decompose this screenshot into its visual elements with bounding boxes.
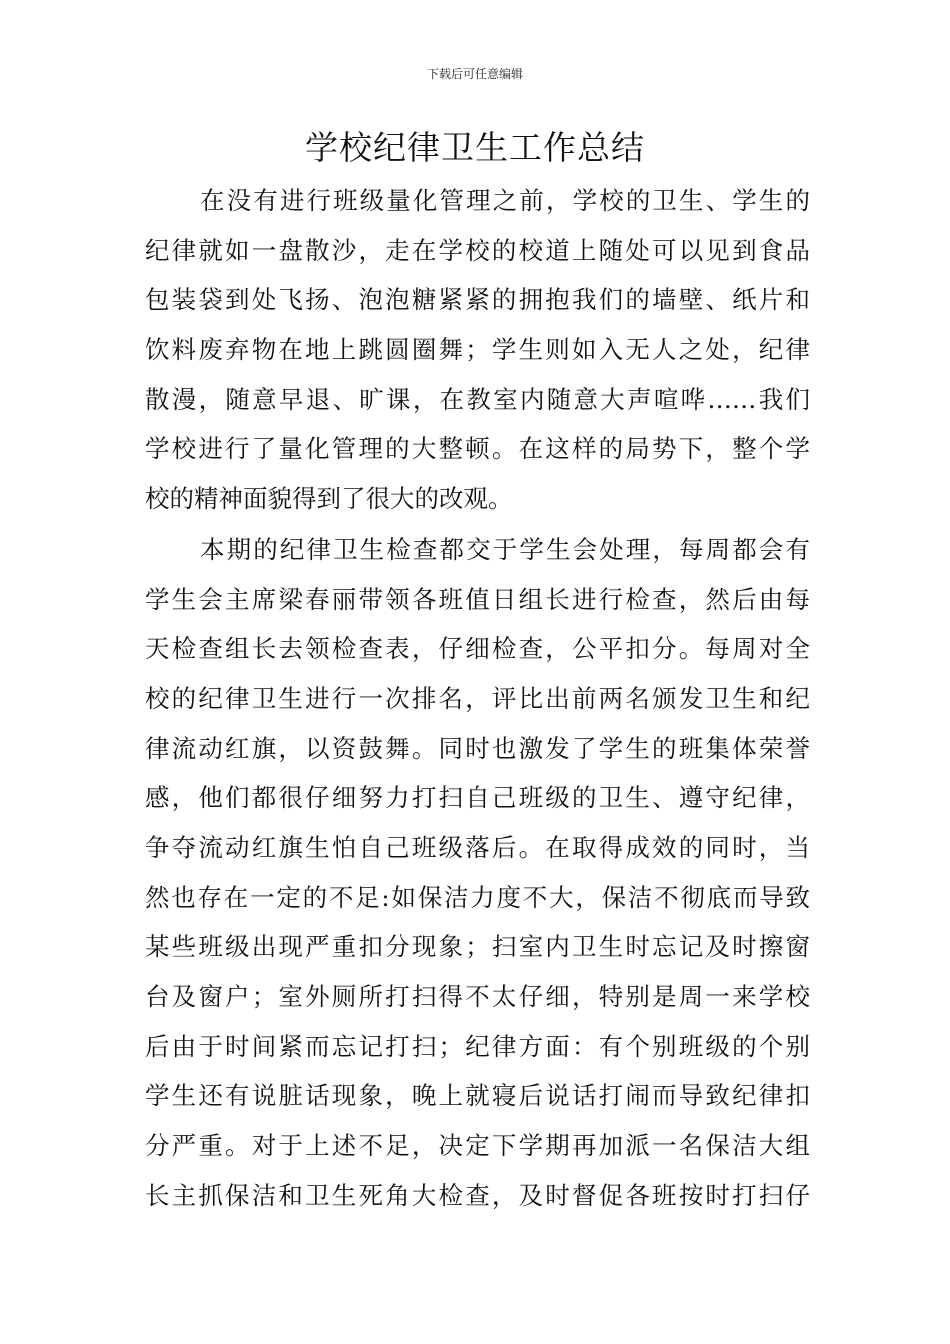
paragraph-line: 天检查组长去领检查表，仔细检查，公平扣分。每周对全 — [145, 634, 810, 664]
paragraph-line: 包装袋到处飞扬、泡泡糖紧紧的拥抱我们的墙壁、纸片和 — [145, 285, 810, 315]
paragraph-line: 分严重。对于上述不足，决定下学期再加派一名保洁大组 — [145, 1131, 810, 1161]
document-body — [145, 176, 810, 1220]
paragraph-line: 校的纪律卫生进行一次排名，评比出前两名颁发卫生和纪 — [145, 683, 810, 713]
paragraph-line: 然也存在一定的不足:如保洁力度不大，保洁不彻底而导致 — [145, 882, 810, 912]
paragraph-line: 纪律就如一盘散沙，走在学校的校道上随处可以见到食品 — [145, 235, 810, 265]
paragraph-line: 在没有进行班级量化管理之前，学校的卫生、学生的 — [200, 186, 810, 215]
paragraph-line: 律流动红旗，以资鼓舞。同时也激发了学生的班集体荣誉 — [145, 733, 810, 763]
paragraph-line: 台及窗户；室外厕所打扫得不太仔细，特别是周一来学校 — [145, 982, 810, 1011]
paragraph-line: 后由于时间紧而忘记打扫；纪律方面：有个别班级的个别 — [145, 1031, 810, 1061]
paragraph-line: 长主抓保洁和卫生死角大检查，及时督促各班按时打扫仔 — [145, 1180, 810, 1210]
paragraph-line: 学生还有说脏话现象，晚上就寝后说话打闹而导致纪律扣 — [145, 1081, 810, 1111]
paragraph-2 — [145, 525, 810, 1221]
paragraph-line: 争夺流动红旗生怕自己班级落后。在取得成效的同时，当 — [145, 832, 810, 862]
paragraph-line: 校的精神面貌得到了很大的改观。 — [145, 484, 513, 514]
paragraph-line: 饮料废弃物在地上跳圆圈舞；学生则如入无人之处，纪律 — [145, 335, 810, 365]
document-title: 学校纪律卫生工作总结 — [305, 128, 645, 167]
paragraph-line: 感，他们都很仔细努力打扫自己班级的卫生、遵守纪律， — [145, 783, 810, 813]
paragraph-line: 学校进行了量化管理的大整顿。在这样的局势下，整个学 — [145, 434, 810, 464]
header-note: 下载后可任意编辑 — [426, 67, 523, 81]
paragraph-line: 学生会主席梁春丽带领各班值日组长进行检查，然后由每 — [145, 584, 810, 614]
paragraph-1 — [145, 176, 810, 524]
paragraph-line: 某些班级出现严重扣分现象；扫室内卫生时忘记及时擦窗 — [145, 932, 810, 962]
paragraph-line: 散漫，随意早退、旷课，在教室内随意大声喧哗……我们 — [145, 384, 810, 414]
paragraph-line: 本期的纪律卫生检查都交于学生会处理，每周都会有 — [200, 534, 810, 564]
